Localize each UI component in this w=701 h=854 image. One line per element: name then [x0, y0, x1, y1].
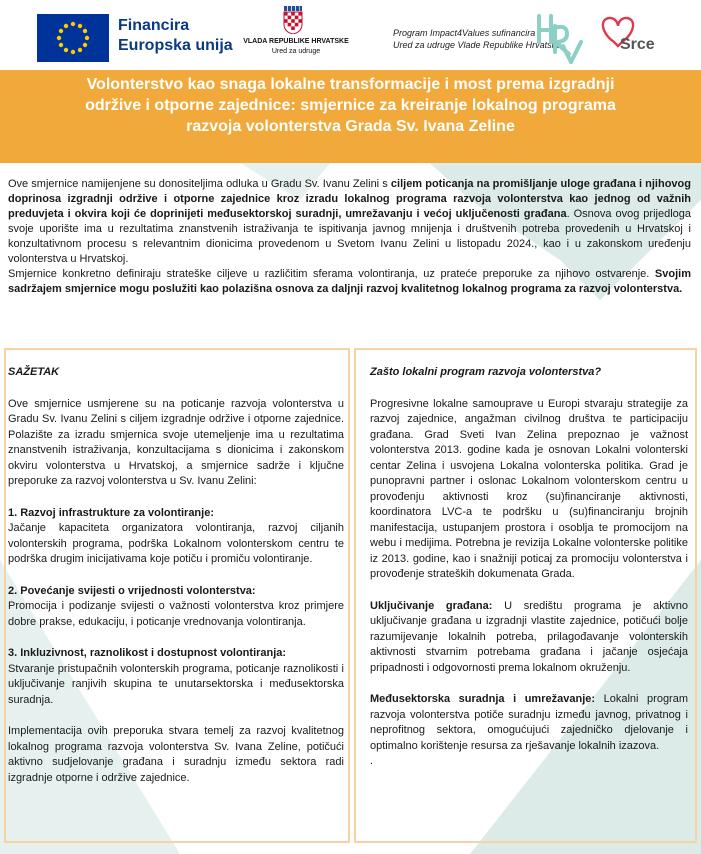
hrv-logo-label: HRV [533, 12, 536, 13]
intro-p2-text: Smjernice konkretno definiraju strateške ciljeve u različitim sferama volontiranja, uz prateće preporuke za njihovo ostvarenje. [8, 268, 655, 280]
why-program-paragraph: Progresivne lokalne samouprave u Europi stvaraju strategije za razvoj zajednice, angažman civilnog društva te participaciju građana. Grad Sveti Ivan Zelina prepoznao je važnost volonterstva 2013. godine kada je osnovan Lokalni volonterski centar Zelina i usvojena Lokalna volonterska politika. Grad je punopravni partner i oslonac Lokalnom volonterskom centru u provođenju aktivnosti kroz (su)financiranje aktivnosti, koordinatora LVC-a te podršku u (su)financiranju brojnih manifestacija, ustupanjem prostora i osoblja te promocijom na webu i medijima. Potrebna je revizija Lokalne volonterske politike iz 2013. godine, kao i snažniji poticaj za promociju volonterstva i provođenje strateških dokumenata Grada. [370, 397, 688, 580]
title-line-1: Volonterstvo kao snaga lokalne transformacije i most prema izgradnji [86, 76, 615, 93]
program-line-2: Ured za udruge Vlade Republike Hrvatske [393, 40, 562, 50]
eu-flag-icon [37, 14, 109, 62]
citizen-inclusion-text: U središtu programa je aktivno uključivanje građana u izgradnji vlastite zajednice, potičući bolje razumijevanje lokalnih potreba, prilagođavanje volonterskih aktivnosti stvarnim potrebama građana i jačanje osjećaja pripadnosti i odgovornosti prema lokalnom okruženju. [370, 599, 688, 674]
section-3-text: Stvaranje pristupačnih volonterskih programa, poticanje raznolikosti i uključivanje ranjivih skupina te unutarsektorska i međusektorska suradnja. [8, 662, 344, 706]
summary-intro: Ove smjernice usmjerene su na poticanje razvoja volonterstva u Gradu Sv. Ivanu Zelini s ciljem izgradnje održive i otporne zajednice. Polazište za izradu smjernica svoje utemeljenje ima u rezultatima znanstvenih istraživanja, konzultacijama s dionicima i zakonskom okviru volonterstva u Hrvatskoj, a smjernice sadrže i ključne preporuke za razvoj volonterstva u Sv. Ivanu Zelini: [8, 397, 344, 487]
intro-p1-bold: ciljem poticanja na promišljanje uloge građana i njihovog doprinosa izgradnji održive i otporne zajednice kroz izradu lokalnog programa razvoja volonterstva kao jednog od važnih preduvjeta i okvira koji će doprinijeti međusektorskoj suradnji, umrežavanju i većoj uključenosti građana [8, 178, 691, 220]
summary-column [8, 365, 344, 786]
intro-paragraph-2 [8, 267, 691, 297]
page-title [20, 74, 681, 137]
government-office: Ured za udruge [271, 48, 321, 55]
why-program-column [370, 365, 688, 770]
intro-p1-text-c: . Osnova ovog prijedloga svoje uporište ima u rezultatima znanstvenih istraživanja te ispitivanja javnog mnijenja i društvenih potreba provedenih u Hrvatskoj i konzultativnom procesu s relevantnim dionicima provedenom u Svetom Ivanu Zelini u listopadu 2024., kao i u zakonskom uređenju volonterstva u Hrvatskoj. [8, 208, 691, 265]
section-2-text: Promocija i podizanje svijesti o važnosti volonterstva kroz primjere dobre prakse, edukaciju, i poticanje vrednovanja volontiranja. [8, 600, 344, 628]
section-1-text: Jačanje kapaciteta organizatora volontiranja, razvoj ciljanih volonterskih programa, podrška Lokalnom volonterskom centru te podrška drugim inicijativama koje potiču i promiču volontiranje. [8, 522, 344, 565]
cross-sector-paragraph [370, 692, 688, 754]
citizen-inclusion-paragraph [370, 599, 688, 677]
intro-p2-bold: Svojim sadržajem smjernice mogu poslužiti kao polazišna osnova za daljnji razvoj kvalitetnog lokalnog programa za razvoj volonterstva. [8, 268, 691, 295]
section-1-title: 1. Razvoj infrastrukture za volontiranje: [8, 506, 214, 519]
section-3-title: 3. Inkluzivnost, raznolikost i dostupnost volontiranja: [8, 647, 287, 659]
citizen-inclusion-title: Uključivanje građana: [370, 599, 493, 612]
hrv-logo-icon [533, 12, 583, 64]
summary-closing: Implementacija ovih preporuka stvara temelj za razvoj kvalitetnog lokalnog programa razvoja volonterstva Sv. Ivana Zeline, potičući aktivno sudjelovanje građana i suradnju između sektora radi izgradnje otporne i održive zajednice. [8, 725, 344, 784]
section-2-title: 2. Povećanje svijesti o vrijednosti volonterstva: [8, 584, 256, 597]
why-program-heading: Zašto lokalni program razvoja volonterstva? [370, 366, 602, 378]
government-label [236, 37, 356, 57]
cross-sector-title: Međusektorska suradnja i umrežavanje: [370, 693, 596, 705]
header-logos [0, 0, 701, 70]
srce-label: Srce [620, 36, 655, 53]
cross-sector-text: Lokalni program razvoja volonterstva potiče suradnju između javnog, privatnog i neprofitnog sektora, omogućujući zajedničko djelovanje i optimalno korištenje resursa za rješavanje lokalnih izazova. [370, 693, 688, 752]
intro-p1-text-a: Ove smjernice namijenjene su donositeljima odluka u Gradu Sv. Ivanu Zelini s [8, 178, 391, 190]
croatian-coat-of-arms-icon [283, 6, 303, 34]
trailing-dot: . [370, 755, 374, 767]
eu-logo-title: Financira Europska unija [118, 17, 233, 54]
summary-heading: SAŽETAK [8, 366, 60, 378]
title-line-3: razvoja volonterstva Grada Sv. Ivana Zeline [186, 118, 515, 135]
intro-section [8, 177, 691, 297]
government-name: VLADA REPUBLIKE HRVATSKE [243, 38, 349, 45]
intro-paragraph-1 [8, 177, 691, 267]
title-line-2: održive i otporne zajednice: smjernice za kreiranje lokalnog programa [85, 97, 616, 114]
program-line-1: Program Impact4Values sufinancira [393, 28, 536, 38]
